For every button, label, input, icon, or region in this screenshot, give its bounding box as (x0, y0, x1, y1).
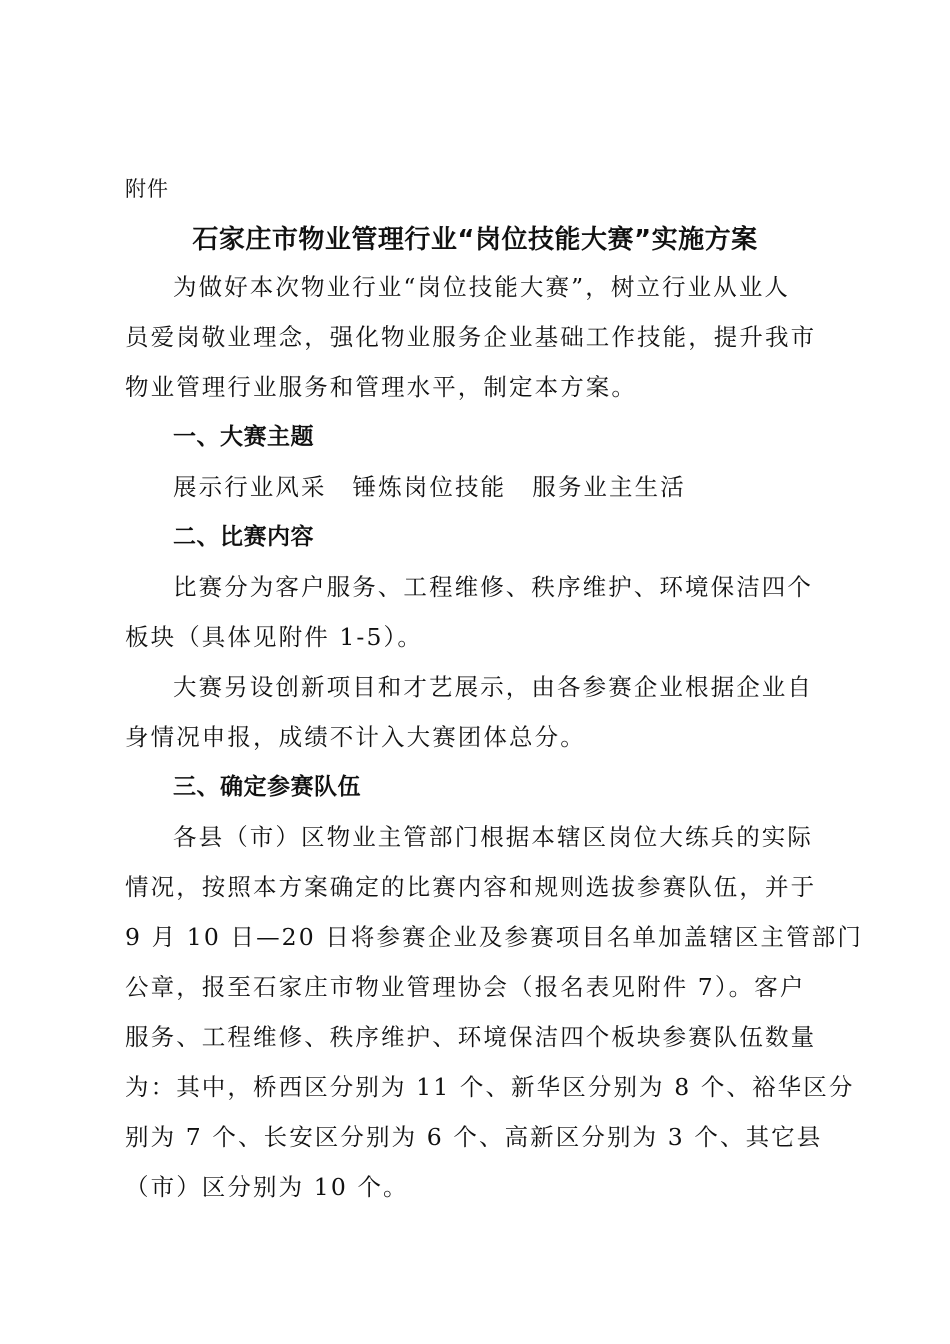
teams-line: 情况，按照本方案确定的比赛内容和规则选拔参赛队伍，并于 (125, 873, 817, 901)
teams-line: 为：其中，桥西区分别为 11 个、新华区分别为 8 个、裕华区分 (125, 1073, 855, 1101)
intro-line: 为做好本次物业行业“岗位技能大赛”，树立行业从业人 (173, 273, 791, 301)
teams-line: 9 月 10 日—20 日将参赛企业及参赛项目名单加盖辖区主管部门 (125, 923, 863, 951)
theme-line (173, 472, 830, 502)
section-heading-content: 二、比赛内容 (173, 524, 314, 550)
content-line: 身情况申报，成绩不计入大赛团体总分。 (125, 723, 586, 751)
content-line: 板块（具体见附件 1-5）。 (125, 623, 423, 651)
theme-item: 锤炼岗位技能 (352, 473, 507, 501)
section-heading-theme: 一、大赛主题 (173, 424, 314, 450)
teams-line: 各县（市）区物业主管部门根据本辖区岗位大练兵的实际 (173, 823, 813, 851)
teams-line: （市）区分别为 10 个。 (125, 1173, 409, 1201)
content-line: 大赛另设创新项目和才艺展示，由各参赛企业根据企业自 (173, 673, 813, 701)
section-heading-teams: 三、确定参赛队伍 (173, 774, 361, 800)
intro-line: 员爱岗敬业理念，强化物业服务企业基础工作技能，提升我市 (125, 323, 817, 351)
intro-line: 物业管理行业服务和管理水平，制定本方案。 (125, 373, 637, 401)
teams-line: 别为 7 个、长安区分别为 6 个、高新区分别为 3 个、其它县 (125, 1123, 823, 1151)
document-title: 石家庄市物业管理行业“岗位技能大赛”实施方案 (192, 225, 758, 255)
content-line: 比赛分为客户服务、工程维修、秩序维护、环境保洁四个 (173, 573, 813, 601)
teams-line: 公章，报至石家庄市物业管理协会（报名表见附件 7）。客户 (125, 973, 806, 1001)
teams-line: 服务、工程维修、秩序维护、环境保洁四个板块参赛队伍数量 (125, 1023, 817, 1051)
attachment-label: 附件 (125, 177, 169, 201)
theme-item: 展示行业风采 (173, 473, 327, 501)
theme-item: 服务业主生活 (532, 473, 686, 501)
